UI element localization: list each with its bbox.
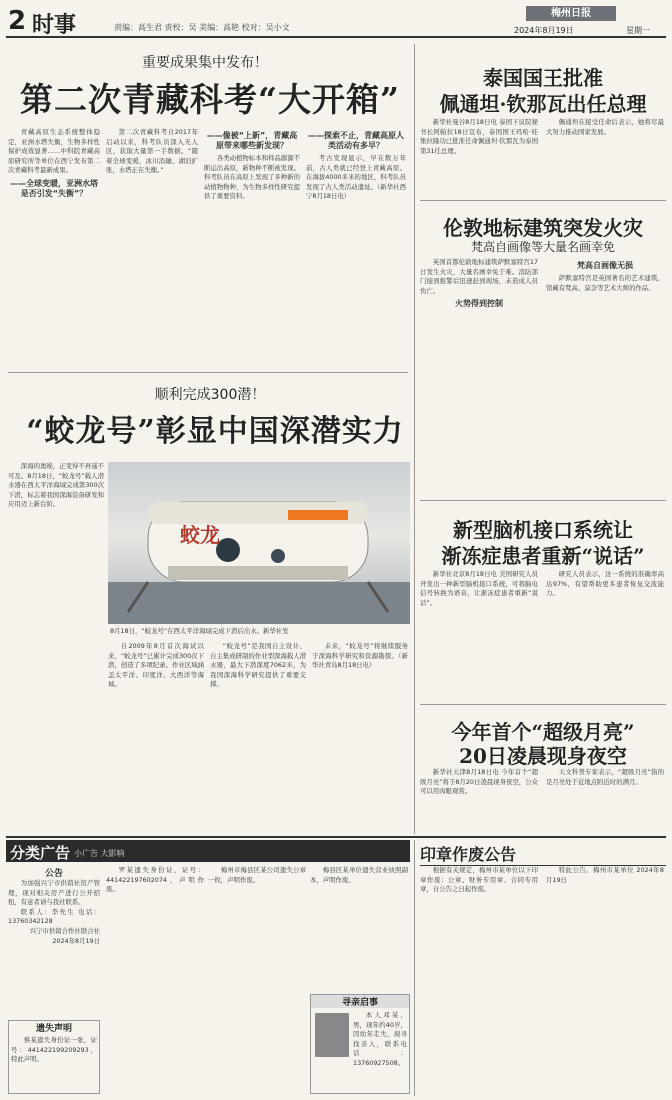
story1-title: 第二次青藏科考“大开箱” — [20, 80, 400, 119]
photo-caption: 8月18日，“蛟龙号”在西太平洋海域完成下潜后出水。新华社发 — [110, 627, 289, 635]
story5-title-1: 新型脑机接口系统让 — [453, 518, 633, 542]
classified-col4: 梅县区某单位遗失营业执照副本，声明作废。 — [310, 866, 408, 884]
column-rule — [414, 44, 415, 834]
classified-col2: 罗某遗失身份证，证号：441422197602074，声明作废。 — [106, 866, 204, 894]
missing-person-photo — [315, 1013, 349, 1057]
story4-col1: 英国首都伦敦地标建筑萨默塞特宫17日发生火灾，大量名画幸免于难。消防部门接到报警后迅速赶到现场，未造成人员伤亡。 火势得到控制 — [420, 258, 538, 309]
submersible-illustration — [108, 462, 410, 624]
story4-subtitle: 梵高自画像等大量名画幸免 — [470, 240, 615, 254]
story1-kicker: 重要成果集中发布！ — [142, 55, 268, 71]
classified-col1: 公告 为加强兴宁市供销社资产管理，现对相关房产进行公开招租，有意者请与我社联系。 联系人：李先生 电话：13760342128 兴宁市供销合作社联合社 2024年8月19日 — [8, 869, 100, 945]
story5-col2: 研究人员表示，这一系统的准确率高达97%，有望帮助更多患者恢复交流能力。 — [546, 570, 664, 598]
story5-col1: 新华社北京8月18日电 美国研究人员开发出一种新型脑机接口系统，可将脑电信号转换为语音，让渐冻症患者重新“说话”。 — [420, 570, 538, 607]
story2-col2: 自2009年8月首次海试以来，“蛟龙号”已累计完成300次下潜，创造了多项纪录。作业区域涵盖太平洋、印度洋、大西洋等海域。 — [108, 642, 204, 689]
ads-divider — [6, 836, 666, 838]
story5-title-2: 渐冻症患者重新“说话” — [441, 544, 645, 568]
story2-col1: 深海的奥秘，正变得不再遥不可及。8月18日，“蛟龙号”载人潜水器在西太平洋海域完成第300次下潜，标志着我国深海装备研发和应用迈上新台阶。 — [8, 462, 104, 509]
divider — [420, 200, 666, 201]
classified-subtitle: 小广告 大影响 — [74, 849, 125, 858]
paper-logo: 梅州日报 — [526, 6, 616, 21]
page-header — [6, 4, 666, 38]
story3-col1: 新华社曼谷8月18日电 泰国下议院秘书长阿帕拉18日宣布，泰国国王玛哈·哇集拉隆功已批准任命佩通坦·钦那瓦为泰国第31任总理。 — [420, 118, 538, 155]
issue-date: 2024年8月19日 — [514, 26, 574, 35]
missing-notice: 寻亲启事 本人邓某，男，现年约40岁，因幼年走失，现寻找亲人，联系电话：13760927508。 — [310, 994, 410, 1094]
story1-col2: 第二次青藏科考自2017年启动以来，科考队员深入无人区，获取大量第一手数据。“随着全球变暖，冰川消融、湖泊扩张，水塔正在失衡。” — [106, 128, 198, 175]
notice-col2: 特此公告。梅州市某单位 2024年8月19日 — [546, 866, 664, 884]
submersible-name: 蛟龙 — [180, 523, 220, 547]
notice-col1: 根据有关规定，梅州市某单位以下印章作废：公章、财务专用章、合同专用章，自公告之日起作废。 — [420, 866, 538, 894]
story2-col3: “蛟龙号”是我国自主设计、自主集成研制的作业型深海载人潜水器，最大下潜深度7062米，为我国深海科学研究提供了重要支撑。 — [210, 642, 306, 689]
story2-kicker: 顺利完成300潜！ — [154, 387, 266, 403]
story4-col2: 梵高自画像无损 萨默塞特宫是英国著名的艺术建筑，馆藏有梵高、莫奈等艺术大师的作品。 — [546, 261, 664, 292]
story4-title: 伦敦地标建筑突发火灾 — [443, 216, 643, 240]
notice-title: 印章作废公告 — [420, 842, 666, 866]
staff-credits: 责编：高生君 责校：吴 美编：高艳 校对：吴小文 — [114, 23, 290, 32]
story2-col4: 未来，“蛟龙号”将继续服务于深海科学研究和资源勘探。（新华社青岛8月18日电） — [312, 642, 408, 670]
lost-notice: 遗失声明 蔡某遗失身份证一张，证号：441422199209293，特此声明。 — [8, 1020, 100, 1094]
column-rule — [414, 840, 415, 1096]
section-title: 时事 — [32, 13, 77, 38]
story3-title-1: 泰国国王批准 — [483, 66, 603, 90]
divider — [420, 500, 666, 501]
issue-weekday: 星期一 — [626, 26, 650, 35]
classified-col3: 梅州市梅县区某公司遗失公章一枚，声明作废。 — [208, 866, 306, 884]
story6-col2: 天文科普专家表示，“超级月亮”指的是月亮处于近地点附近时的满月。 — [546, 768, 664, 786]
page-number: 2 — [8, 6, 27, 36]
classified-title: 分类广告 — [10, 844, 71, 862]
story1-col1: 青藏高原生态系统整体稳定，亚洲水塔失衡，生物多样性保护成效显著……中科院青藏高原研究所等单位在西宁发布第二次青藏科考最新成果。 ——全球变暖，亚洲水塔是否引发“失衡”？ — [8, 128, 100, 198]
divider — [8, 372, 408, 373]
story3-col2: 佩通坦在接受任命后表示，她将尽最大努力推动国家发展。 — [546, 118, 664, 136]
story3-title-2: 佩通坦·钦那瓦出任总理 — [439, 92, 647, 116]
story1-col3: ——像被“上新”，青藏高原带来哪些新发现？ 各类动植物标本和样品源源不断运出高原，新物种不断被发现。科考队员在高原上发现了多种新的动植物物种，为生物多样性研究提供了重要资料。 — [204, 131, 300, 201]
story6-title-2: 20日凌晨现身夜空 — [459, 744, 627, 768]
story6-col1: 新华社天津8月18日电 今年首个“超级月亮”将于8月20日凌晨现身夜空，公众可以用肉眼观赏。 — [420, 768, 538, 796]
story2-title: “蛟龙号”彰显中国深潜实力 — [26, 414, 404, 449]
divider — [420, 704, 666, 705]
jiaolong-photo — [108, 462, 410, 624]
story6-title-1: 今年首个“超级月亮” — [451, 720, 635, 744]
story1-col4: ——探索不止，青藏高原人类活动有多早？ 考古发现显示，早在数万年前，古人类就已经登上青藏高原。在海拔4000多米的地区，科考队员发现了古人类活动遗址。（新华社西宁8月18日电） — [306, 131, 406, 201]
